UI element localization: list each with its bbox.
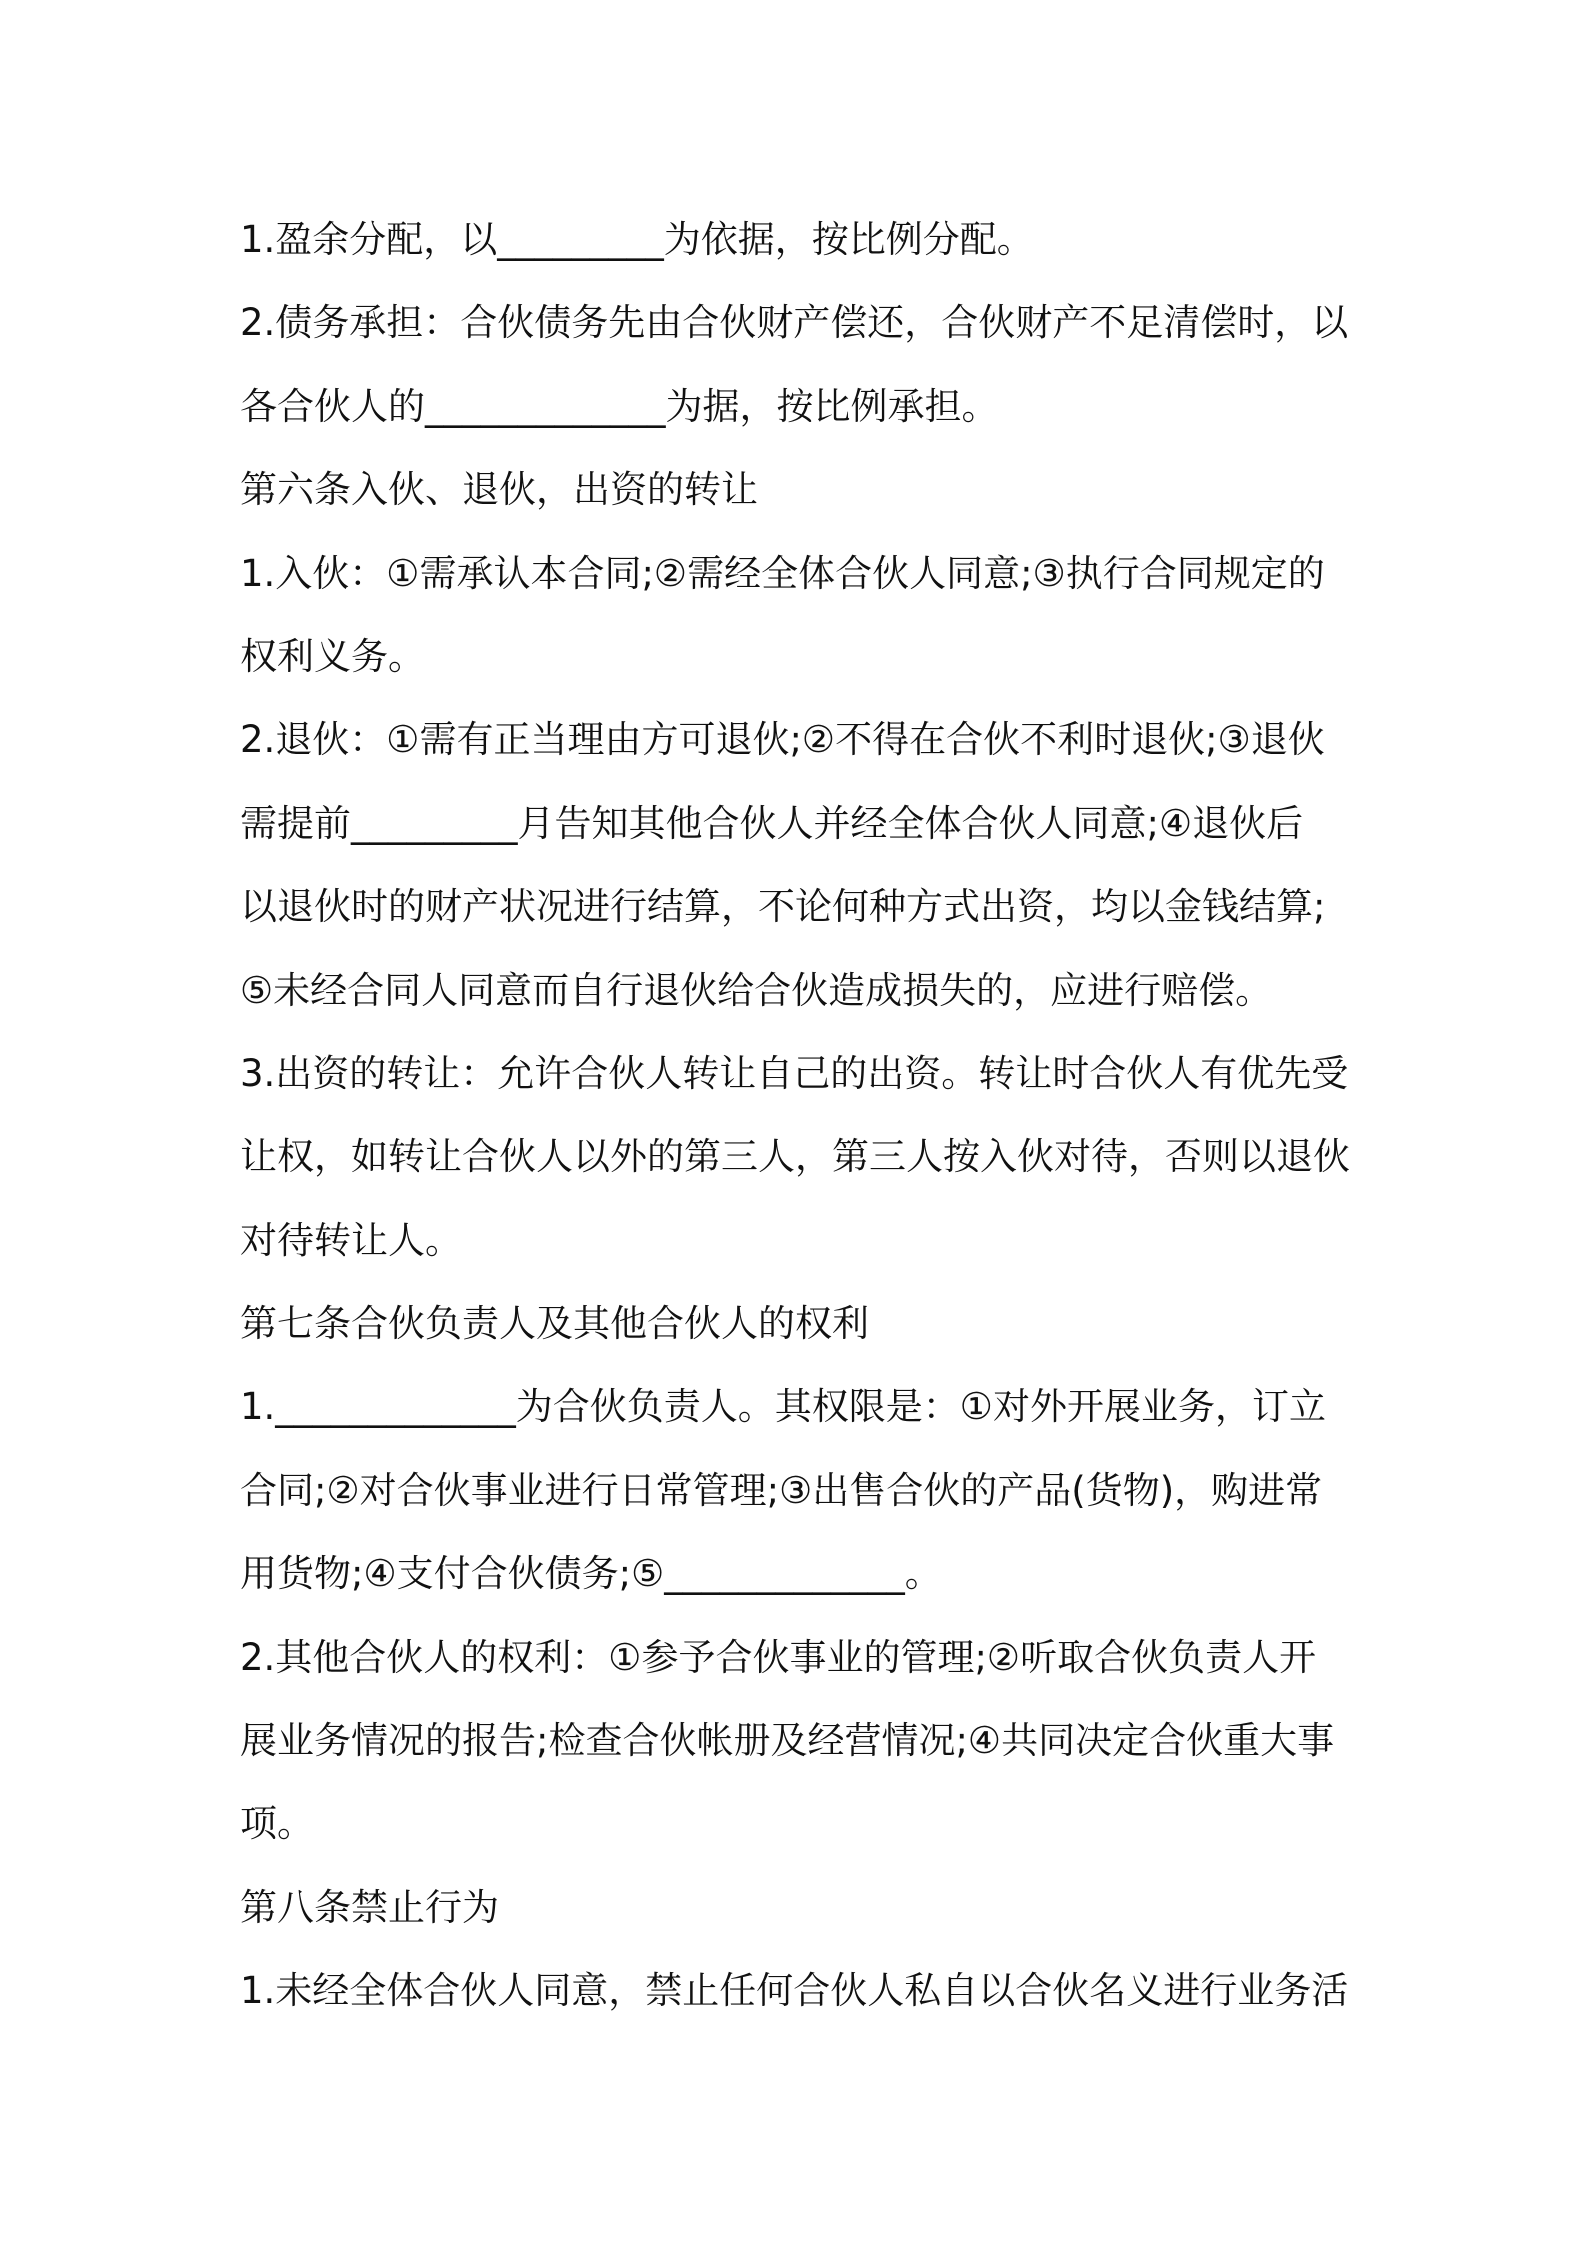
text-line: 1._____________为合伙负责人。其权限是：①对外开展业务，订立 <box>240 1385 1326 1429</box>
text-line: 以退伙时的财产状况进行结算，不论何种方式出资，均以金钱结算; <box>240 885 1326 929</box>
text-line: 权利义务。 <box>240 634 425 678</box>
text-line: 各合伙人的_____________为据，按比例承担。 <box>240 384 999 428</box>
text-line: 1.入伙：①需承认本合同;②需经全体合伙人同意;③执行合同规定的 <box>240 551 1325 595</box>
document-body <box>240 198 1360 2033</box>
text-line: 2.债务承担：合伙债务先由合伙财产偿还，合伙财产不足清偿时，以 <box>240 301 1349 345</box>
text-line: 3.出资的转让：允许合伙人转让自己的出资。转让时合伙人有优先受 <box>240 1051 1349 1095</box>
text-line: 1.盈余分配，以_________为依据，按比例分配。 <box>240 218 1034 261</box>
text-line: 合同;②对合伙事业进行日常管理;③出售合伙的产品(货物)，购进常 <box>240 1468 1323 1512</box>
text-line: 项。 <box>240 1802 314 1846</box>
text-line: 展业务情况的报告;检查合伙帐册及经营情况;④共同决定合伙重大事 <box>240 1719 1335 1763</box>
text-line: 需提前_________月告知其他合伙人并经全体合伙人同意;④退伙后 <box>240 801 1304 845</box>
section-heading: 第八条禁止行为 <box>240 1885 499 1929</box>
text-line: 2.退伙：①需有正当理由方可退伙;②不得在合伙不利时退伙;③退伙 <box>240 718 1325 762</box>
text-line: 1.未经全体合伙人同意，禁止任何合伙人私自以合伙名义进行业务活 <box>240 1969 1349 2013</box>
section-heading: 第七条合伙负责人及其他合伙人的权利 <box>240 1302 869 1346</box>
text-line: ⑤未经合同人同意而自行退伙给合伙造成损失的，应进行赔偿。 <box>240 968 1273 1012</box>
text-line: 对待转让人。 <box>240 1218 462 1262</box>
text-line: 2.其他合伙人的权利：①参予合伙事业的管理;②听取合伙负责人开 <box>240 1635 1317 1679</box>
section-heading: 第六条入伙、退伙，出资的转让 <box>240 468 758 512</box>
text-line: 让权，如转让合伙人以外的第三人，第三人按入伙对待，否则以退伙 <box>240 1135 1350 1179</box>
text-line: 用货物;④支付合伙债务;⑤_____________。 <box>240 1552 942 1596</box>
